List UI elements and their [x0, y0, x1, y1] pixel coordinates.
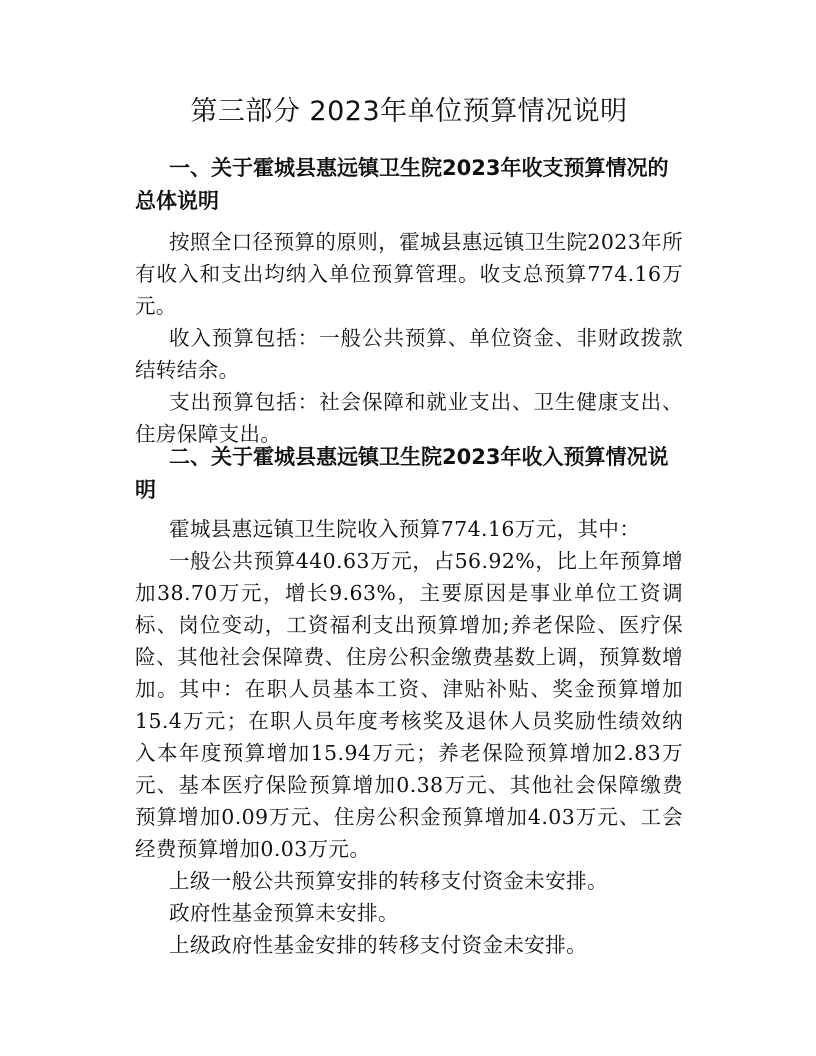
paragraph: 收入预算包括：一般公共预算、单位资金、非财政拨款结转结余。 — [135, 326, 683, 382]
section-body-income — [135, 513, 683, 961]
section-body-overview — [135, 226, 683, 450]
paragraph: 支出预算包括：社会保障和就业支出、卫生健康支出、住房保障支出。 — [135, 390, 683, 446]
paragraph: 一般公共预算440.63万元，占56.92%，比上年预算增加38.70万元，增长9.63%，主要原因是事业单位工资调标、岗位变动，工资福利支出预算增加;养老保险、医疗保险、其他社会保障费、住房公积金缴费基数上调，预算数增加。其中：在职人员基本工资、津贴补贴、奖金预算增加15.4万元；在职人员年度考核奖及退休人员奖励性绩效纳入本年度预算增加15.94万元；养老保险预算增加2.83万元、基本医疗保险预算增加0.38万元、其他社会保障缴费预算增加0.09万元、住房公积金预算增加4.03万元、工会经费预算增加0.03万元。 — [135, 549, 683, 861]
paragraph: 上级一般公共预算安排的转移支付资金未安排。 — [169, 869, 608, 893]
paragraph: 政府性基金预算未安排。 — [169, 901, 399, 925]
section-heading-income: 二、关于霍城县惠远镇卫生院2023年收入预算情况说明 — [135, 445, 669, 502]
paragraph: 上级政府性基金安排的转移支付资金未安排。 — [169, 933, 587, 957]
section-heading-overview: 一、关于霍城县惠远镇卫生院2023年收支预算情况的总体说明 — [135, 156, 669, 213]
paragraph: 按照全口径预算的原则，霍城县惠远镇卫生院2023年所有收入和支出均纳入单位预算管理。收支总预算774.16万元。 — [135, 230, 683, 318]
document-title: 第三部分 2023年单位预算情况说明 — [190, 96, 628, 127]
paragraph: 霍城县惠远镇卫生院收入预算774.16万元，其中： — [169, 517, 641, 541]
